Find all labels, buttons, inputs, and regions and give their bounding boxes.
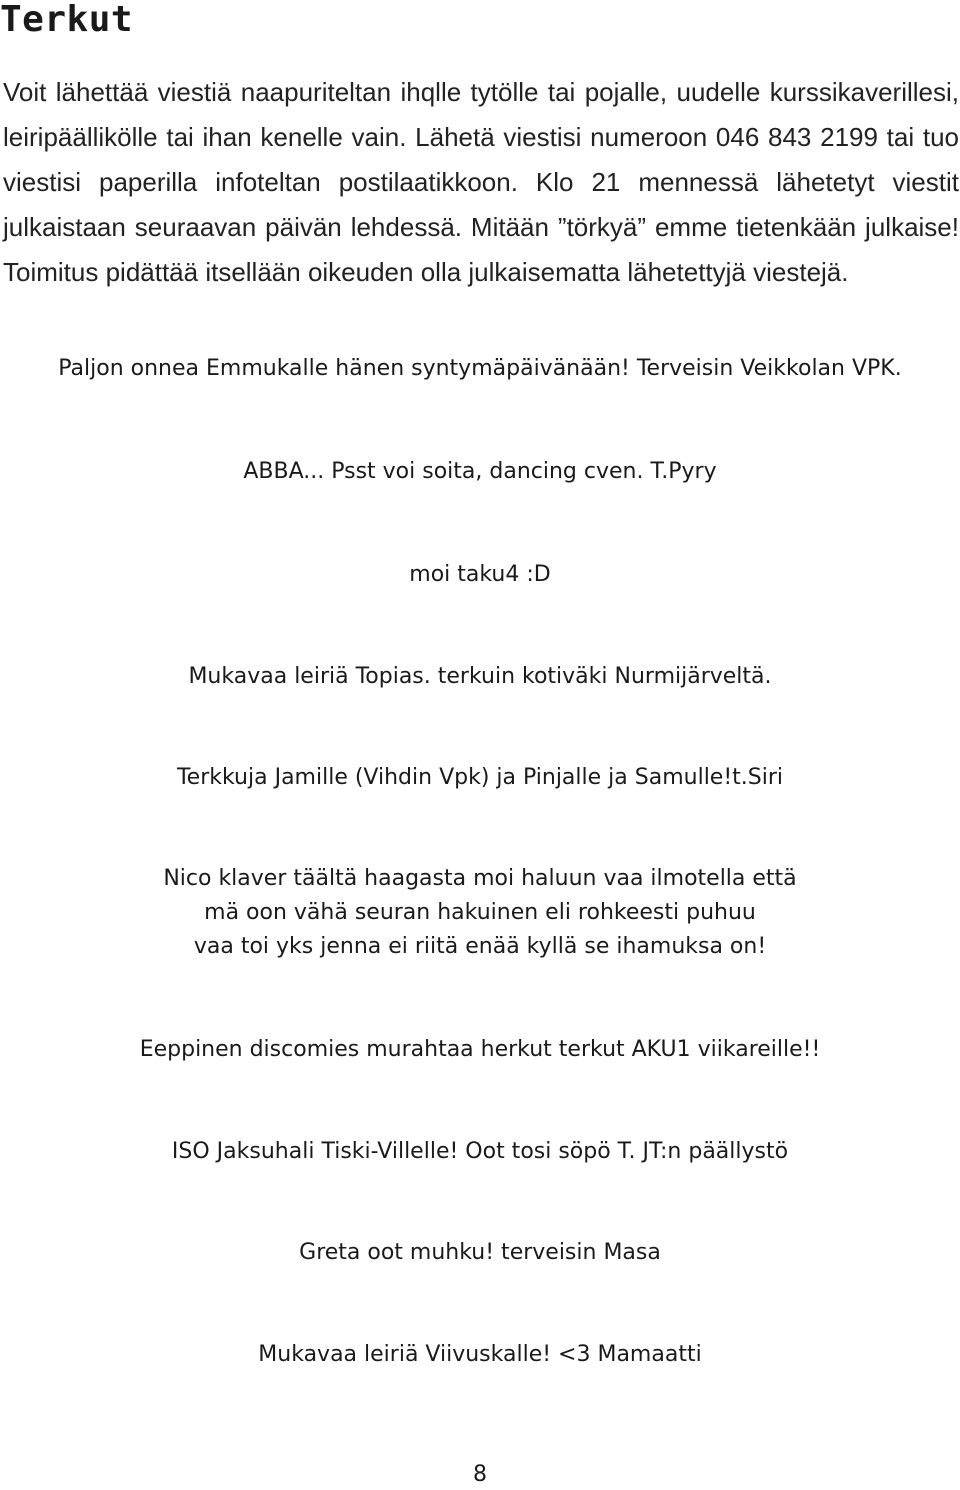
greeting-message <box>0 1338 960 1372</box>
greeting-message <box>0 455 960 489</box>
page-heading: Terkut <box>0 0 134 40</box>
greeting-line: Eeppinen discomies murahtaa herkut terkut AKU1 viikareille!! <box>139 1037 821 1062</box>
greeting-line: Mukavaa leiriä Viivuskalle! <3 Mamaatti <box>258 1342 702 1367</box>
greeting-line: Greta oot muhku! terveisin Masa <box>299 1240 661 1265</box>
greeting-message <box>0 1236 960 1270</box>
intro-paragraph: Voit lähettää viestiä naapuriteltan ihqlle tytölle tai pojalle, uudelle kurssikaverillesi, leiripäällikölle tai ihan kenelle vain. Lähetä viestisi numeroon 046 843 2199 tai tuo viestisi paperilla infoteltan postilaatikkoon. Klo 21 mennessä lähetetyt viestit julkaistaan seuraavan päivän lehdessä. Mitään ”törkyä” emme tietenkään julkaise! Toimitus pidättää itsellään oikeuden olla julkaisematta lähetettyjä viestejä. <box>3 77 959 287</box>
greeting-message <box>0 558 960 592</box>
greeting-line: Terkkuja Jamille (Vihdin Vpk) ja Pinjalle ja Samulle!t.Siri <box>176 765 784 790</box>
greeting-line: Paljon onnea Emmukalle hänen syntymäpäivänään! Terveisin Veikkolan VPK. <box>58 356 902 381</box>
greeting-message <box>0 761 960 795</box>
greeting-line: vaa toi yks jenna ei riitä enää kyllä se ihamuksa on! <box>193 934 767 959</box>
page-number: 8 <box>473 1462 487 1487</box>
greeting-line: mä oon vähä seuran hakuinen eli rohkeesti puhuu <box>204 900 756 925</box>
greeting-line: moi taku4 :D <box>409 562 551 587</box>
greeting-message <box>0 660 960 694</box>
greeting-message <box>0 862 960 964</box>
greeting-line: ISO Jaksuhali Tiski-Villelle! Oot tosi söpö T. JT:n päällystö <box>171 1139 789 1164</box>
greeting-line: ABBA... Psst voi soita, dancing cven. T.Pyry <box>243 459 717 484</box>
greeting-line: Nico klaver täältä haagasta moi haluun vaa ilmotella että <box>163 866 797 891</box>
greeting-line: Mukavaa leiriä Topias. terkuin kotiväki Nurmijärveltä. <box>188 664 772 689</box>
greeting-message <box>0 352 960 386</box>
greeting-message <box>0 1033 960 1067</box>
greeting-message <box>0 1135 960 1169</box>
